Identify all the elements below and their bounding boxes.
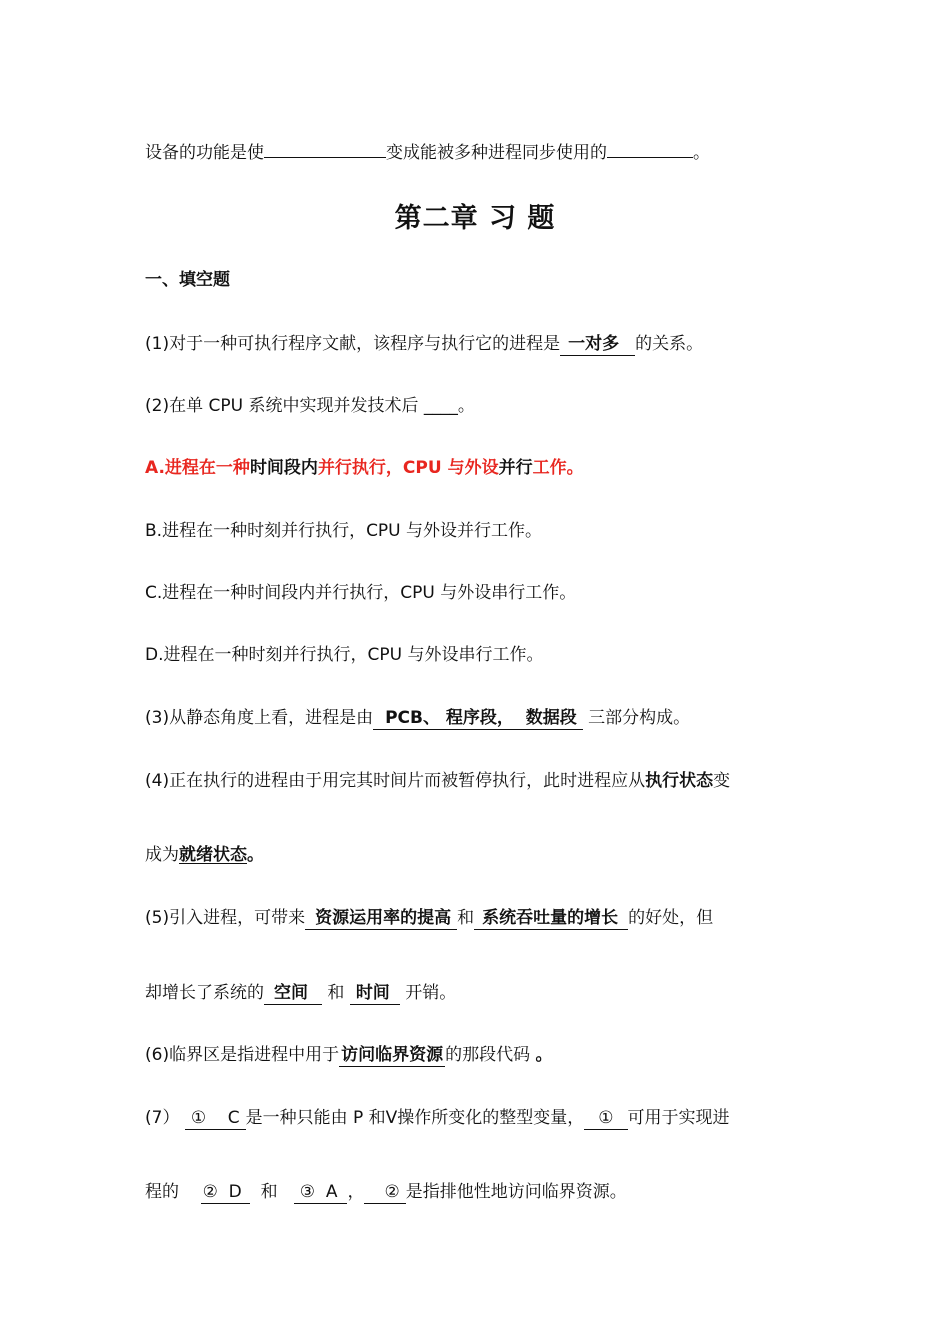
q2-prefix: (2)在单 CPU 系统中实现并发技术后 [145, 396, 419, 416]
q2-option-a-seg1: A.进程在一种 [145, 458, 250, 478]
intro-text-1: 设备的功能是使 [145, 143, 264, 163]
q2-option-c: C.进程在一种时间段内并行执行，CPU 与外设串行工作。 [145, 583, 577, 603]
q5-answer-2: 系统吞吐量的增长 [474, 907, 628, 930]
q5-line1-suffix: 的好处，但 [628, 908, 714, 928]
q1-suffix: 的关系。 [635, 334, 704, 354]
q4-line2-prefix: 成为 [145, 845, 179, 865]
question-4-line-1 [145, 769, 730, 793]
q5-line2-prefix: 却增长了系统的 [145, 983, 264, 1003]
q2-option-a-seg3: 并行执行，CPU 与外设 [317, 458, 499, 478]
q7-line2-prefix: 程的 [145, 1182, 179, 1202]
q5-answer-3: 空间 [264, 982, 322, 1005]
q4-state-to: 就绪状态 [179, 845, 247, 865]
q4-line2-end: 。 [247, 845, 264, 865]
q4-state-from: 执行状态 [645, 771, 714, 791]
question-5-line-2 [145, 981, 456, 1005]
q7-text-1: 是一种只能由 P 和Ⅴ操作所变化的整型变量， [245, 1108, 585, 1128]
q6-prefix: (6)临界区是指进程中用于 [145, 1045, 340, 1065]
q5-answer-1: 资源运用率的提高 [305, 907, 457, 930]
question-3 [145, 706, 690, 730]
intro-blank-2 [607, 139, 693, 158]
section-heading: 一、填空题 [145, 270, 230, 290]
q7-blank-4: ③ A [294, 1181, 348, 1204]
q2-option-a-seg4: 并行 [498, 458, 533, 478]
question-7-line-1 [145, 1106, 730, 1130]
q1-prefix: (1)对于一种可执行程序文献，该程序与执行它的进程是 [145, 334, 561, 354]
q7-line2-suffix: 是指排他性地访问临界资源。 [405, 1182, 627, 1202]
q6-end: 。 [535, 1045, 553, 1065]
chapter-title: 第二章 习 题 [394, 203, 556, 234]
question-5-line-1 [145, 906, 713, 930]
q3-answer: PCB、 程序段， 数据段 [373, 707, 583, 730]
q7-blank-1: ① C [185, 1107, 246, 1130]
intro-line [145, 139, 710, 165]
q5-prefix: (5)引入进程，可带来 [145, 908, 306, 928]
q7-text-2: 可用于实现进 [627, 1108, 730, 1128]
q2-blank: ____ [423, 396, 458, 416]
q3-suffix: 三部分构成。 [588, 708, 691, 728]
intro-text-2: 变成能被多种进程同步使用的 [386, 143, 607, 163]
q2-option-a-seg2: 时间段内 [249, 458, 318, 478]
question-1 [145, 332, 703, 356]
question-2 [145, 394, 475, 418]
q2-end: 。 [457, 396, 475, 416]
intro-end: 。 [693, 143, 710, 163]
q7-blank-3: ② D [201, 1181, 250, 1204]
q5-answer-4: 时间 [350, 982, 400, 1005]
intro-blank-1 [264, 139, 386, 158]
q2-option-a [145, 456, 584, 480]
q5-line2-suffix: 开销。 [405, 983, 457, 1003]
q2-option-a-seg5: 工作。 [532, 458, 584, 478]
q6-suffix: 的那段代码 [445, 1045, 531, 1065]
question-4-line-2 [145, 843, 264, 867]
q4-line1-suffix: 变 [713, 771, 731, 791]
q7-blank-5: ② [364, 1181, 405, 1204]
q5-mid-2: 和 [327, 983, 345, 1003]
q7-prefix: (7） [145, 1108, 180, 1128]
question-7-line-2 [145, 1180, 627, 1204]
q4-prefix: (4)正在执行的进程由于用完其时间片而被暂停执行，此时进程应从 [145, 771, 646, 791]
q6-answer: 访问临界资源 [341, 1045, 444, 1065]
q3-prefix: (3)从静态角度上看，进程是由 [145, 708, 374, 728]
q7-blank-2: ① [584, 1107, 627, 1130]
q7-comma: ， [347, 1182, 365, 1202]
q2-option-b: B.进程在一种时刻并行执行，CPU 与外设并行工作。 [145, 521, 543, 541]
q7-mid: 和 [260, 1182, 278, 1202]
q2-option-d: D.进程在一种时刻并行执行，CPU 与外设串行工作。 [145, 645, 544, 665]
q1-answer: 一对多 [560, 333, 635, 356]
question-6 [145, 1043, 553, 1067]
q5-mid: 和 [457, 908, 475, 928]
